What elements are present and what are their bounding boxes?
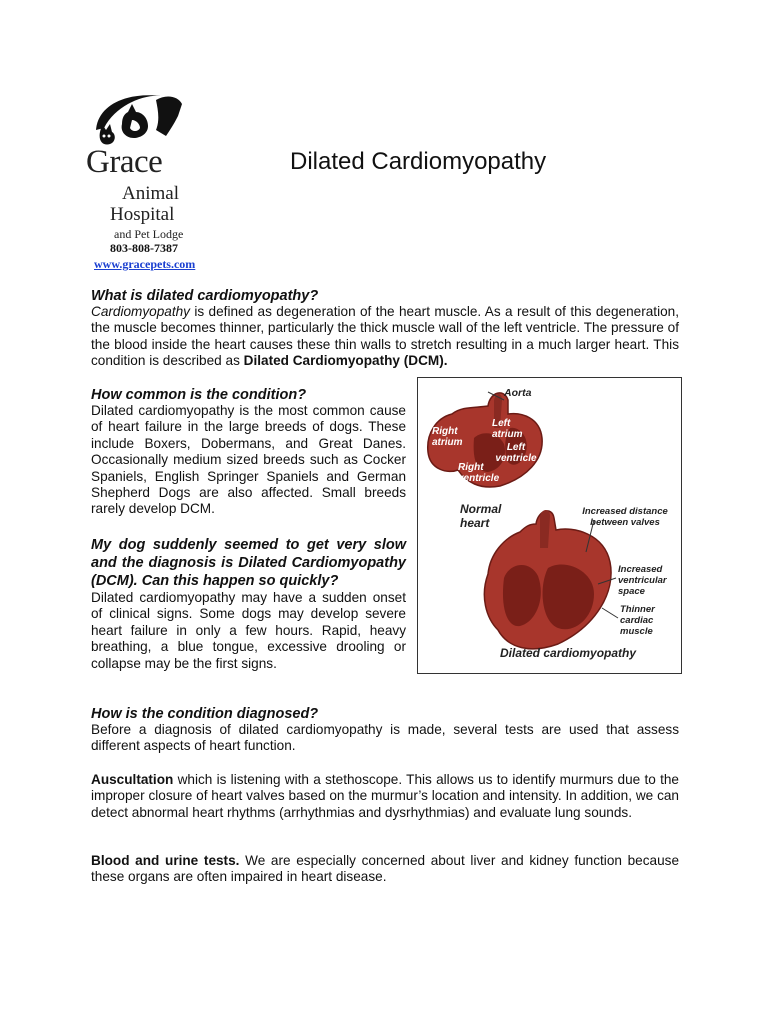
text-blood-tests: We are especially concerned about liver and kidney function because these organs are often impaired in heart disease. <box>91 853 680 885</box>
section-what-is <box>91 288 679 370</box>
logo-line-animal: Animal <box>122 183 179 204</box>
label-increased-space: Increased ventricular space <box>618 564 667 597</box>
heart-diagram <box>417 377 682 674</box>
term-auscultation: Auscultation <box>91 772 174 787</box>
section-auscultation <box>91 772 679 821</box>
section-diagnosis <box>91 706 679 755</box>
heading-how-common: How common is the condition? <box>91 387 307 403</box>
section-blood-tests <box>91 853 679 886</box>
paragraph-auscultation <box>91 772 679 821</box>
text-auscultation: which is listening with a stethoscope. This allows us to identify murmurs due to the improper closure of heart valves based on the murmur’s location and intensity. In addition, we can detect abnormal heart rhythms (arrhythmias and dysrhythmias) and evaluate lung sounds. <box>91 772 679 820</box>
term-cardiomyopathy: Cardiomyopathy <box>91 304 190 319</box>
paragraph-what-is <box>91 304 679 370</box>
label-normal-heart: Normal heart <box>460 502 502 530</box>
paragraph-blood-tests <box>91 853 679 886</box>
section-how-common <box>91 387 406 518</box>
heading-diagnosis: How is the condition diagnosed? <box>91 706 319 722</box>
logo-line-lodge: and Pet Lodge <box>114 227 184 241</box>
page-title: Dilated Cardiomyopathy <box>290 148 547 175</box>
heading-sudden: My dog suddenly seemed to get very slow and the diagnosis is Dilated Cardiomyopathy (DCM). Can this happen so quickly? <box>91 537 406 589</box>
text-what-is: is defined as degeneration of the heart muscle. As a result of this degeneration, the muscle becomes thinner, particularly the thick muscle wall of the left ventricle. The pressure of the blood inside the heart causes these thin walls to stretch resulting in a much larger heart. This condition is described as <box>91 304 679 369</box>
paragraph-diagnosis: Before a diagnosis of dilated cardiomyopathy is made, several tests are used that assess different aspects of heart function. <box>91 722 679 754</box>
label-right-ventricle: Right ventricle <box>458 462 500 484</box>
label-left-atrium: Left atrium <box>492 418 523 440</box>
logo-brand: Grace <box>86 144 163 180</box>
heading-what-is: What is dilated cardiomyopathy? <box>91 288 319 304</box>
term-blood-tests: Blood and urine tests. <box>91 853 240 868</box>
dilated-heart-shape <box>484 510 611 649</box>
label-left-ventricle: Left ventricle <box>495 442 537 464</box>
logo-website-link[interactable]: www.gracepets.com <box>94 257 196 271</box>
paragraph-sudden: Dilated cardiomyopathy may have a sudden onset of clinical signs. Some dogs may develop severe heart failure in only a few hours. Rapid, heavy breathing, a blue tongue, excessive drooling or collapse may be the first signs. <box>91 590 406 671</box>
logo-line-hospital: Hospital <box>110 204 175 225</box>
label-right-atrium: Right atrium <box>432 426 463 448</box>
logo-phone: 803-808-7387 <box>110 241 178 255</box>
label-aorta: Aorta <box>504 387 532 399</box>
label-dcm-caption: Dilated cardiomyopathy <box>500 646 637 660</box>
section-sudden <box>91 536 406 672</box>
label-thinner-muscle: Thinner cardiac muscle <box>620 604 655 637</box>
hospital-logo <box>86 90 211 275</box>
term-dcm: Dilated Cardiomyopathy (DCM). <box>243 353 448 369</box>
paragraph-how-common: Dilated cardiomyopathy is the most common cause of heart failure in the large breeds of dogs. These include Boxers, Dobermans, and Great Danes. Occasionally medium sized breeds such as Cocker Spaniels, English Springer Spaniels and German Shepherd Dogs are also affected. Small breeds rarely develop DCM. <box>91 403 406 517</box>
label-increased-distance: Increased distance between valves <box>582 506 668 528</box>
